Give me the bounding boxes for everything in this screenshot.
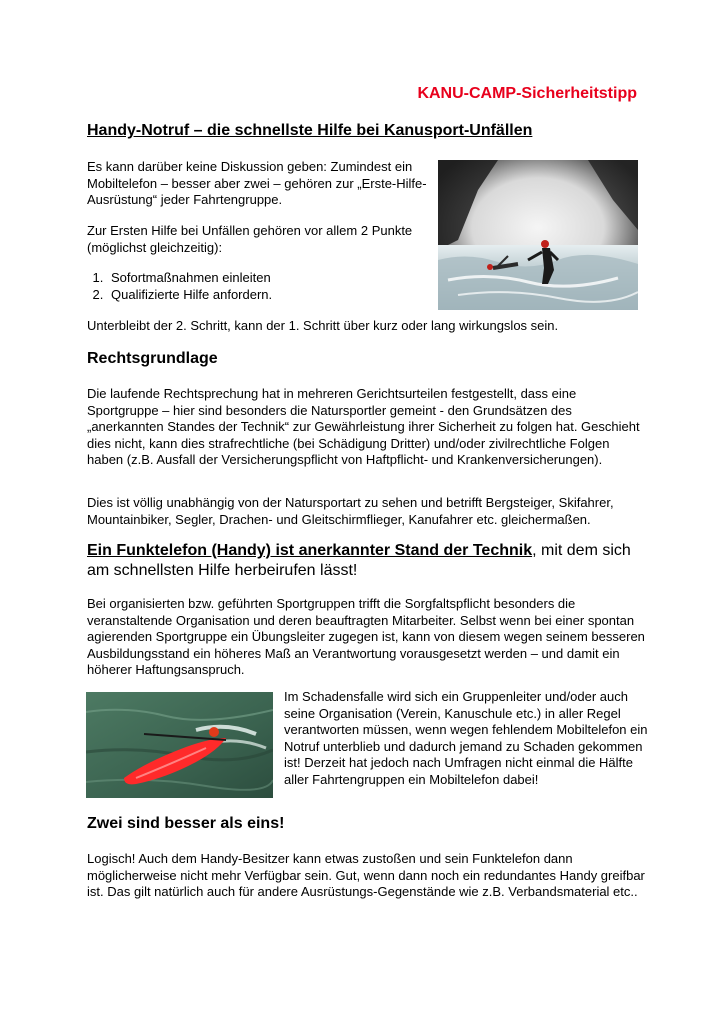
page-title: Handy-Notruf – die schnellste Hilfe bei Kanusport-Unfällen: [87, 122, 533, 139]
legal-paragraph-2: Dies ist völlig unabhängig von der Natursportart zu sehen und betrifft Bergsteiger, Skifahrer, Mountainbiker, Segler, Drachen- und Gleitschirmflieger, Kanufahrer etc. gleichermaßen.: [87, 495, 614, 527]
legal-paragraph-1: Die laufende Rechtsprechung hat in mehreren Gerichtsurteilen festgestellt, dass eine Sportgruppe – hier sind besonders die Natursportler gemeint - den Grundsätzen des „anerkannten Standes der Technik“ zur Gewährleistung ihrer Sicherheit zu folgen hat. Geschieht dies nicht, kann dies strafrechtliche (bei Schädigung Dritter) und/oder zivilrechtliche Folgen haben (z.B. Ausfall der Versicherungspflicht von Haftpflicht- und Krankenversicherungen).: [87, 386, 640, 467]
document-kicker: KANU-CAMP-Sicherheitstipp: [417, 85, 637, 102]
organisation-paragraph: Bei organisierten bzw. geführten Sportgruppen trifft die Sorgfaltspflicht besonders die veranstaltende Organisation und deren beauftragten Mitarbeiter. Selbst wenn bei einer spontan agierenden Sportgruppe ein Übungsleiter zugegen ist, kann von diesem wegen seinem besseren Ausbildungsstand ein höheres Maß an Verantwortung vorausgesetzt werden – und damit ein höherer Haftungsanspruch.: [87, 596, 645, 677]
rescue-photo-illustration: [438, 160, 638, 310]
first-aid-steps-list: [87, 270, 427, 303]
section-heading-funktelefon: [87, 541, 647, 581]
rescue-photo: [438, 160, 638, 310]
intro-paragraph-1: Es kann darüber keine Diskussion geben: Zumindest ein Mobiltelefon – besser aber zwei – gehören zur „Erste-Hilfe-Ausrüstung“ jeder Fahrtengruppe.: [87, 159, 427, 207]
kayak-photo: [86, 692, 273, 798]
kayak-photo-illustration: [86, 692, 273, 798]
intro-paragraph-3: Unterbleibt der 2. Schritt, kann der 1. Schritt über kurz oder lang wirkungslos sein.: [87, 318, 559, 333]
heading-emphasis: Ein Funktelefon (Handy) ist anerkannter Stand der Technik: [87, 542, 533, 559]
intro-paragraph-2: Zur Ersten Hilfe bei Unfällen gehören vor allem 2 Punkte (möglichst gleichzeitig):: [87, 223, 413, 255]
list-item: 1. Sofortmaßnahmen einleiten: [107, 270, 427, 287]
redundancy-paragraph: Logisch! Auch dem Handy-Besitzer kann etwas zustoßen und sein Funktelefon dann möglicherweise nicht mehr Verfügbar sein. Gut, wenn dann noch ein redundantes Handy greifbar ist. Das gilt natürlich auch für andere Ausrüstungs-Gegenstände wie z.B. Verbandsmaterial etc..: [87, 851, 645, 899]
section-heading-rechtsgrundlage: Rechtsgrundlage: [87, 350, 218, 367]
section-heading-zwei-sind-besser: Zwei sind besser als eins!: [87, 815, 285, 832]
heading-continuation: , mit dem sich am schnellsten Hilfe herbeirufen lässt!: [87, 542, 631, 579]
liability-paragraph: Im Schadensfalle wird sich ein Gruppenleiter und/oder auch seine Organisation (Verein, Kanuschule etc.) in aller Regel verantworten müssen, wenn wegen fehlendem Mobiltelefon ein Notruf unterblieb und dadurch jemand zu Schaden gekommen ist! Derzeit hat jedoch nach Umfragen nicht einmal die Hälfte aller Fahrtengruppen ein Mobiltelefon dabei!: [284, 689, 648, 787]
list-item: 2. Qualifizierte Hilfe anfordern.: [107, 287, 427, 304]
paddler-helmet: [209, 727, 219, 737]
